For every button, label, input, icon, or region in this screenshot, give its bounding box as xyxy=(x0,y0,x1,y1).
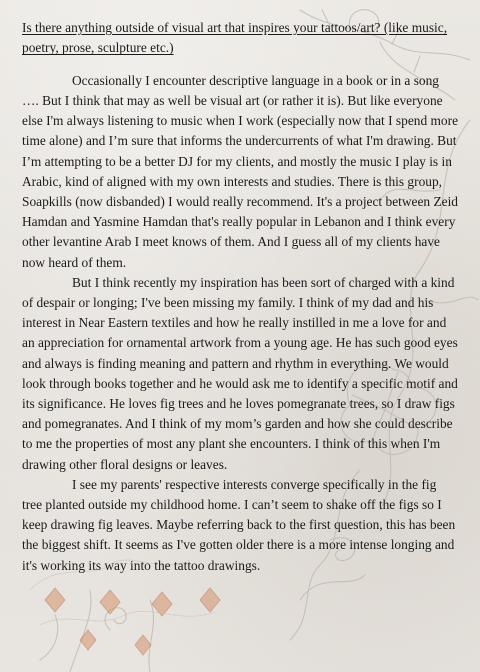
question-heading: Is there anything outside of visual art that inspires your tattoos/art? (like music, poetry, prose, sculpture etc.) xyxy=(22,20,448,56)
lower-right-blade xyxy=(300,575,365,600)
bottom-diamond-motifs xyxy=(45,588,220,655)
lower-left-stem-3 xyxy=(40,615,58,660)
diamond-motif-6 xyxy=(135,635,151,655)
lower-left-stem-2 xyxy=(149,600,154,672)
diamond-motif-2 xyxy=(100,590,120,614)
diamond-motif-4 xyxy=(200,588,220,612)
paragraph-2: But I think recently my inspiration has been sort of charged with a kind of despair or longing; I've been missing my family. I think of my dad and his interest in Near Eastern textiles and how he really instilled in me a love for and an appreciation for ornamental artwork from a young age. He has such good eyes and always is finding meaning and pattern and rhythm in everything. We would look through books together and he would ask me to identify a specific motif and its significance. He loves fig trees and he loves pomegranate trees, so I draw figs and pomegranates. And I think of my mom’s garden and how she could describe to me the properties of most any plant she encounters. I think of this when I'm drawing other floral designs or leaves. xyxy=(22,274,458,472)
document-body xyxy=(22,18,458,576)
diamond-motif-3 xyxy=(152,592,172,616)
paragraph-1: Occasionally I encounter descriptive language in a book or in a song …. But I think that may as well be visual art (or rather it is). But like everyone else I'm always listening to music when I work (especially now that I spend more time alone) and I’m sure that informs the undercurrents of what I'm drawing. But I’m attempting to be a better DJ for my clients, and mostly the music I play is in Arabic, kind of aligned with my own interests and studies. There is this group, Soapkills (now disbanded) I would really recommend. It's a project between Zeid Hamdan and Yasmine Hamdan that's really popular in Lebanon and I think every other levantine Arab I meet knows of them. And I guess all of my clients have now heard of them. xyxy=(22,72,459,270)
diamond-motif-5 xyxy=(80,630,96,650)
paragraph-3: I see my parents' respective interests converge specifically in the fig tree planted outside my childhood home. I can’t seem to shake off the figs so I keep drawing fig leaves. Maybe referring back to the first question, this has been the biggest shift. It seems as I've gotten older there is a more intense longing and it's working its way into the tattoo drawings. xyxy=(22,476,456,573)
bottom-swirl-2 xyxy=(40,611,215,625)
diamond-motif-1 xyxy=(45,588,65,612)
lower-left-curl xyxy=(105,608,126,630)
lower-left-stem-1 xyxy=(70,590,91,672)
